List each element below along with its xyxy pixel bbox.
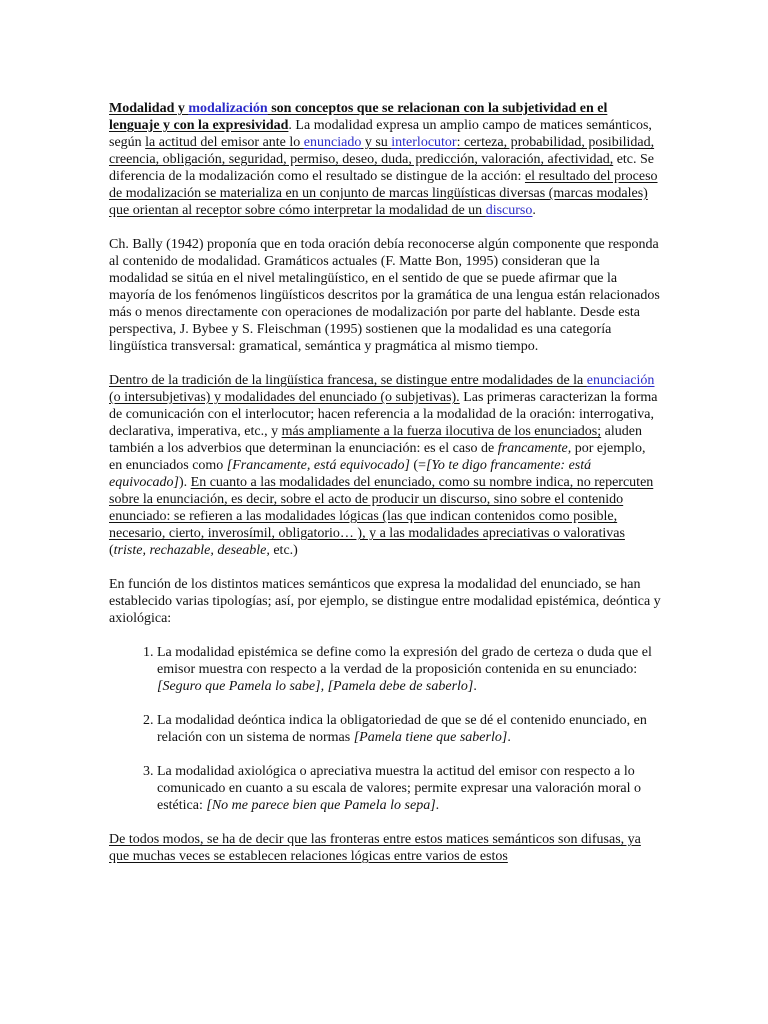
document-body [109,100,661,882]
list-item-epistemica: 1. La modalidad epistémica se define como la expresión del grado de certeza o duda que el emisor muestra con respecto a la verdad de la proposición contenida en su enunciado: [Seguro que Pamela lo sabe], [Pamela debe de saberlo]. [157,644,661,695]
paragraph-3: Dentro de la tradición de la lingüística francesa, se distingue entre modalidades de la enunciación (o intersubjetivas) y modalidades del enunciado (o subjetivas). Las primeras caracterizan la forma de comunicación con el interlocutor; hacen referencia a la modalidad de la oración: interrogativa, declarativa, imperativa, etc., y más ampliamente a la fuerza ilocutiva de los enunciados; aluden también a los adverbios que determinan la enunciación: es el caso de francamente, por ejemplo, en enunciados como [Francamente, está equivocado] (=[Yo te digo francamente: está equivocado]). En cuanto a las modalidades del enunciado, como su nombre indica, no repercuten sobre la enunciación, es decir, sobre el acto de producir un discurso, sino sobre el contenido enunciado: se refieren a las modalidades lógicas (las que indican contenidos como posible, necesario, cierto, inverosímil, obligatorio… ), y a las modalidades apreciativas o valorativas (triste, rechazable, deseable, etc.) [109,373,658,558]
link-enunciacion[interactable]: enunciación [586,373,655,388]
paragraph-4: En función de los distintos matices semánticos que expresa la modalidad del enunciado, se han establecido varias tipologías; así, por ejemplo, se distingue entre modalidad epistémica, deóntica y axiológica: [109,577,661,626]
paragraph-5: De todos modos, se ha de decir que las fronteras entre estos matices semánticos son difusas, ya que muchas veces se establecen relaciones lógicas entre varios de estos [109,832,641,864]
p3-underlined-3: En cuanto a las modalidades del enunciado, como su nombre indica, no repercuten sobre la enunciación, es decir, sobre el acto de producir un discurso, sino sobre el contenido enunciado: se refieren a las modalidades lógicas (las que indican contenidos como posible, necesario, cierto, inverosímil, obligatorio… ), y a las modalidades apreciativas o valorativas [109,475,654,541]
modality-list [109,644,661,814]
paragraph-1: Modalidad y modalización son conceptos que se relacionan con la subjetividad en el lenguaje y con la expresividad. La modalidad expresa un amplio campo de matices semánticos, según la actitud del emisor ante lo enunciado y su interlocutor: certeza, probabilidad, posibilidad, creencia, obligación, seguridad, permiso, deseo, duda, predicción, valoración, afectividad, etc. Se diferencia de la modalización como el resultado se distingue de la acción: el resultado del proceso de modalización se materializa en un conjunto de marcas lingüísticas diversas (marcas modales) que orientan al receptor sobre cómo interpretar la modalidad de un discurso. [109,101,658,218]
list-item-axiologica: 3. La modalidad axiológica o apreciativa muestra la actitud del emisor con respecto a lo comunicado en cuanto a su escala de valores; permite expresar una valoración moral o estética: [No me parece bien que Pamela lo sepa]. [157,763,661,814]
list-example: [No me parece bien que Pamela lo sepa] [206,798,436,813]
p1-underlined-2: el resultado del proceso de modalización se materializa en un conjunto de marcas lingüísticas diversas (marcas modales) que orientan al receptor sobre cómo interpretar la modalidad de un discurso [109,169,658,218]
link-enunciado[interactable]: enunciado [303,135,362,150]
link-interlocutor[interactable]: interlocutor [391,135,457,150]
link-discurso[interactable]: discurso [485,203,533,218]
example-valorativas: triste, rechazable, deseable, [113,543,270,558]
paragraph-2: Ch. Bally (1942) proponía que en toda oración debía reconocerse algún componente que responda al contenido de modalidad. Gramáticos actuales (F. Matte Bon, 1995) consideran que la modalidad se sitúa en el nivel metalingüístico, en el sentido de que se puede afirmar que la mayoría de los fenómenos lingüísticos descritos por la gramática de una lengua están relacionados más o menos directamente con operaciones de modalización por parte del hablante. Desde esta perspectiva, J. Bybee y S. Fleischman (1995) sostienen que la modalidad es una categoría lingüística transversal: gramatical, semántica y pragmática al mismo tiempo. [109,237,660,354]
example-sentence-1: [Francamente, está equivocado] [226,458,410,473]
list-item-deontica: 2. La modalidad deóntica indica la obligatoriedad de que se dé el contenido enunciado, en relación con un sistema de normas [Pamela tiene que saberlo]. [157,712,661,746]
p1-bold-start: Modalidad y modalización son conceptos que se relacionan con la subjetividad en el lenguaje y con la expresividad [109,101,608,133]
list-example: [Seguro que Pamela lo sabe], [Pamela debe de saberlo] [157,679,474,694]
list-example: [Pamela tiene que saberlo] [353,730,508,745]
p3-underlined-2: más ampliamente a la fuerza ilocutiva de los enunciados; [281,424,602,439]
link-modalizacion[interactable]: modalización [188,101,268,116]
example-francamente: francamente, [497,441,572,456]
p1-underlined-1: la actitud del emisor ante lo enunciado y su interlocutor: certeza, probabilidad, posibilidad, creencia, obligación, seguridad, permiso, deseo, duda, predicción, valoración, afectividad, [109,135,655,167]
p3-underlined-1: Dentro de la tradición de la lingüística francesa, se distingue entre modalidades de la enunciación (o intersubjetivas) y modalidades del enunciado (o subjetivas). [109,373,655,405]
example-sentence-2: [Yo te digo francamente: está equivocado] [109,458,592,490]
